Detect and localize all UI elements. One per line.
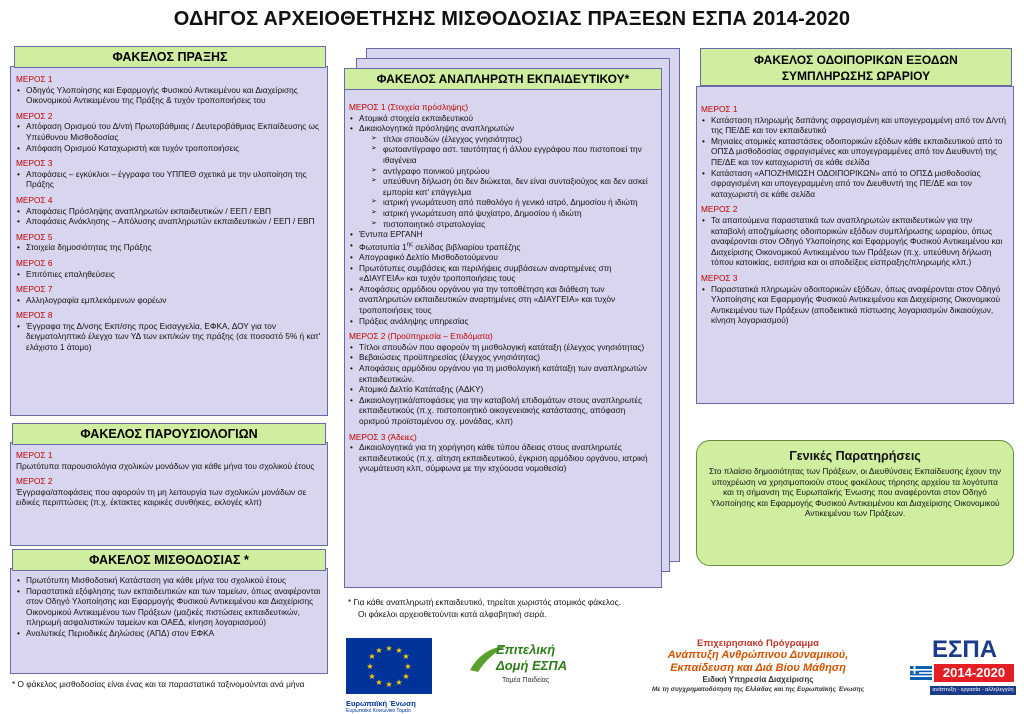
teacher-footnote-2: Οι φάκελοι αρχειοθετούνται κατά αλφαβητική σειρά. bbox=[358, 609, 547, 619]
teacher-part1-item: • Ατομικά στοιχεία εκπαιδευτικού bbox=[359, 113, 657, 124]
praxis-part6-item: • Επιτόπιες επαληθεύσεις bbox=[26, 269, 322, 280]
travel-folder-header: ΦΑΚΕΛΟΣ ΟΔΟΙΠΟΡΙΚΩΝ ΕΞΟΔΩΝ ΣΥΜΠΛΗΡΩΣΗΣ ΩΡΑΡΙΟΥ bbox=[700, 48, 1012, 86]
teacher-doc-subitem: ➢ ιατρική γνωμάτευση από παθολόγο ή γενικό ιατρό, Δημοσίου ή ιδιώτη bbox=[383, 197, 657, 208]
payroll-footnote: * Ο φάκελος μισθοδοσίας είναι ένας και τα παραστατικά ταξινομούνται ανά μήνα bbox=[12, 679, 305, 689]
bankbook-text-pre: Φωτοτυπία 1 bbox=[359, 241, 407, 252]
travel-part2-label: ΜΕΡΟΣ 2 bbox=[701, 204, 738, 215]
teacher-part1-label: ΜΕΡΟΣ 1 (Στοιχεία πρόσληψης) bbox=[349, 102, 469, 112]
attendance-folder-content bbox=[16, 450, 322, 508]
svg-text:★: ★ bbox=[404, 662, 412, 671]
svg-text:★: ★ bbox=[385, 680, 393, 689]
teacher-doc-subitem: ➢ ιατρική γνωμάτευση από ψυχίατρο, Δημοσίου ή ιδιώτη bbox=[383, 208, 657, 219]
teacher-part2-item: • Τίτλοι σπουδών που αφορούν τη μισθολογική κατάταξη (έλεγχος γνησιότητας) bbox=[359, 342, 657, 353]
praxis-part7-label: ΜΕΡΟΣ 7 bbox=[16, 284, 53, 295]
espa-2014-2020-logo bbox=[910, 636, 1016, 708]
praxis-part4-label: ΜΕΡΟΣ 4 bbox=[16, 194, 53, 205]
bankbook-text-sup: ης bbox=[406, 241, 413, 248]
travel-part1-item: • Μηνιαίες ατομικές καταστάσεις οδοιπορικών εξόδων κάθε εκπαιδευτικού από το ΟΠΣΔ μισθοδοσίας σφραγισμένες και υπογεγραμμένες από τον Διευθυντή της ΠΕ/ΔΕ και τον καταχωριστή σε κάθε σελίδα bbox=[711, 136, 1009, 168]
op-line5: Με τη συγχρηματοδότηση της Ελλάδας και της Ευρωπαϊκής Ένωσης bbox=[651, 686, 865, 693]
praxis-part2-item: • Απόφαση Ορισμού Καταχωριστή και τυχόν τροποποιήσεις bbox=[26, 143, 322, 154]
travel-part1-label: ΜΕΡΟΣ 1 bbox=[701, 104, 738, 114]
attendance-part1-text: Πρωτότυπα παρουσιολόγια σχολικών μονάδων για κάθε μήνα του σχολικού έτους bbox=[16, 460, 315, 471]
svg-text:★: ★ bbox=[385, 644, 393, 653]
travel-folder-content bbox=[701, 104, 1009, 326]
teacher-part2-label: ΜΕΡΟΣ 2 (Προϋπηρεσία – Επιδόματα) bbox=[349, 331, 493, 342]
praxis-part3-label: ΜΕΡΟΣ 3 bbox=[16, 158, 53, 169]
svg-text:★: ★ bbox=[395, 678, 403, 687]
svg-text:★: ★ bbox=[402, 672, 410, 681]
page-title: ΟΔΗΓΟΣ ΑΡΧΕΙΟΘΕΤΗΣΗΣ ΜΙΣΘΟΔΟΣΙΑΣ ΠΡΑΞΕΩΝ ΕΣΠΑ 2014-2020 bbox=[173, 8, 851, 30]
svg-text:★: ★ bbox=[368, 652, 376, 661]
praxis-part4-item: • Αποφάσεις Πρόσληψης αναπληρωτών εκπαιδευτικών / ΕΕΠ / ΕΒΠ bbox=[26, 206, 322, 217]
bankbook-text-post: σελίδας βιβλιαρίου τραπέζης bbox=[412, 241, 521, 252]
eu-logo bbox=[346, 638, 432, 714]
op-line2: Ανάπτυξη Ανθρώπινου Δυναμικού, bbox=[667, 649, 849, 661]
teacher-part1-item: • Αποφάσεις αρμόδιου οργάνου για την τοποθέτηση και διάθεση των αναπληρωτών εκπαιδευτικών αναρτημένες στη «ΔΙΑΥΓΕΙΑ» και τυχόν τροποποιήσεις τους bbox=[359, 284, 657, 316]
travel-part3-label: ΜΕΡΟΣ 3 bbox=[701, 272, 738, 283]
op-line1: Επιχειρησιακό Πρόγραμμα bbox=[697, 638, 819, 649]
svg-text:★: ★ bbox=[375, 678, 383, 687]
teacher-doc-subitem: ➢ φωτοαντίγραφο αστ. ταυτότητας ή άλλου εγγράφου που πιστοποιεί την ιθαγένεια bbox=[383, 144, 657, 165]
espa-name: ΕΣΠΑ bbox=[932, 636, 998, 663]
general-remarks-box bbox=[696, 440, 1014, 566]
espa-edu-sub: Τομέα Παιδείας bbox=[502, 677, 550, 684]
eu-name: Ευρωπαϊκή Ένωση bbox=[346, 699, 416, 708]
teacher-part3-item: • Δικαιολογητικά για τη χορήγηση κάθε τύπου άδειας στους αναπληρωτές εκπαιδευτικούς (π.χ. αίτηση εκπαιδευτικού, έγκριση αρμόδιου οργάνου, ιατρική γνωμάτευση κλπ, σύμφωνα με την ισχύουσα νομοθεσία) bbox=[359, 442, 657, 474]
praxis-folder-content bbox=[16, 74, 322, 353]
espa-years-badge: 2014-2020 bbox=[934, 664, 1014, 682]
teacher-doc-subitem: ➢ υπεύθυνη δήλωση ότι δεν διώκεται, δεν είναι συνταξιούχος και δεν ασκεί εμπορία κατ' επάγγελμα bbox=[383, 176, 657, 197]
op-line3: Εκπαίδευση και Διά Βίου Μάθηση bbox=[670, 662, 846, 674]
attendance-part2-label: ΜΕΡΟΣ 2 bbox=[16, 476, 53, 487]
op-line4: Ειδική Υπηρεσία Διαχείρισης bbox=[702, 675, 814, 684]
praxis-part6-label: ΜΕΡΟΣ 6 bbox=[16, 257, 53, 268]
praxis-folder-header: ΦΑΚΕΛΟΣ ΠΡΑΞΗΣ bbox=[14, 46, 326, 68]
praxis-part2-label: ΜΕΡΟΣ 2 bbox=[16, 110, 53, 121]
teacher-folder-content bbox=[349, 102, 657, 474]
teacher-part3-label: ΜΕΡΟΣ 3 (Άδειες) bbox=[349, 431, 417, 442]
teacher-folder-header: ΦΑΚΕΛΟΣ ΑΝΑΠΛΗΡΩΤΗ ΕΚΠΑΙΔΕΥΤΙΚΟΥ* bbox=[344, 68, 662, 90]
attendance-part1-label: ΜΕΡΟΣ 1 bbox=[16, 450, 53, 460]
teacher-part1-item: • Πρωτότυπες συμβάσεις και περιλήψεις συμβάσεων αναρτημένες στη «ΔΙΑΥΓΕΙΑ» και τυχόν τροποποιήσεις τους bbox=[359, 263, 657, 284]
svg-text:★: ★ bbox=[402, 652, 410, 661]
praxis-part8-item: • Έγγραφα της Δ/νσης Εκπ/σης προς Εισαγγελία, ΕΦΚΑ, ΔΟΥ για τον δειγματοληπτικό έλεγχο των ΥΔ των εκπ/κών της πράξης (σε ποσοστό 5% ή κατ' ελάχιστο 1 άτομο) bbox=[26, 321, 322, 353]
praxis-part1-label: ΜΕΡΟΣ 1 bbox=[16, 74, 53, 84]
teacher-part2-item: • Αποφάσεις αρμόδιου οργάνου για τη μισθολογική κατάταξη των αναπληρωτών εκπαιδευτικών. bbox=[359, 363, 657, 384]
teacher-doc-subitem: ➢ πιστοποιητικό στρατολογίας bbox=[383, 219, 657, 230]
travel-part2-item: • Τα απαιτούμενα παραστατικά των αναπληρωτών εκπαιδευτικών για την καταβολή αποζημίωσης οδοιπορικών εξόδων συμπλήρωσης ωραρίου, όπως αναφέρονται στον Οδηγό Υλοποίησης και Εφαρμογής Φυσικού Αντικειμένου και Διαχείρισης Οικονομικού Αντικειμένου των Πράξεων (π.χ. υπεύθυνη δήλωση τόπου κατοικίας, εισιτήρια και οι αποδείξεις είσπραξης/πληρωμής κλπ.) bbox=[711, 215, 1009, 268]
attendance-folder-header: ΦΑΚΕΛΟΣ ΠΑΡΟΥΣΙΟΛΟΓΙΩΝ bbox=[12, 423, 326, 445]
praxis-part5-label: ΜΕΡΟΣ 5 bbox=[16, 231, 53, 242]
attendance-part2-text: Έγγραφα/αποφάσεις που αφορούν τη μη λειτουργία των σχολικών μονάδων σε ειδικές περιπτώσεις (π.χ. έκτακτες καιρικές συνθήκες, εκλογές κλπ) bbox=[16, 486, 307, 508]
praxis-part8-label: ΜΕΡΟΣ 8 bbox=[16, 310, 53, 321]
svg-text:★: ★ bbox=[368, 672, 376, 681]
svg-text:★: ★ bbox=[375, 646, 383, 655]
praxis-part3-item: • Αποφάσεις – εγκύκλιοι – έγγραφα του ΥΠΠΕΘ σχετικά με την υλοποίηση της Πράξης bbox=[26, 169, 322, 190]
travel-part3-item: • Παραστατικά πληρωμών οδοιπορικών εξόδων, όπως αναφέρονται στον Οδηγό Υλοποίησης και Εφαρμογής Φυσικού Αντικειμένου και Διαχείρισης Οικονομικού Αντικειμένου των Πράξεων (αποδεικτικά πίστωσης λογαριασμών δικαιούχων, κίνηση λογαριασμού) bbox=[711, 284, 1009, 326]
payroll-folder-header: ΦΑΚΕΛΟΣ ΜΙΣΘΟΔΟΣΙΑΣ * bbox=[12, 549, 326, 571]
teacher-part1-item: • Πράξεις ανάληψης υπηρεσίας bbox=[359, 316, 657, 327]
praxis-part7-item: • Αλληλογραφία εμπλεκόμενων φορέων bbox=[26, 295, 322, 306]
operational-programme-logo bbox=[610, 638, 906, 708]
teacher-part1-item bbox=[359, 240, 657, 252]
teacher-part1-item: • Έντυπα ΕΡΓΑΝΗ bbox=[359, 229, 657, 240]
teacher-part2-item: • Δικαιολογητικά/αποφάσεις για την καταβολή επιδομάτων στους αναπληρωτές εκπαιδευτικούς (π.χ. πιστοποιητικό οικογενειακής κατάστασης, απόφαση ορισμού προϊσταμένου σχ. μονάδας, κλπ) bbox=[359, 395, 657, 427]
espa-edu-line2: Δομή ΕΣΠΑ bbox=[496, 658, 568, 673]
teacher-part2-item: • Ατομικό Δελτίο Κατάταξης (ΑΔΚΥ) bbox=[359, 384, 657, 395]
general-remarks-text: Στο πλαίσιο δημοσιότητας των Πράξεων, οι Διευθύνσεις Εκπαίδευσης έχουν την υποχρέωση να χρησιμοποιούν στους φακέλους τήρησης αρχείου τα λογότυπα και τη σήμανση της Ευρωπαϊκής Ένωσης που αναφέρονται στον Οδηγό Υλοποίησης και Εφαρμογής Φυσικού Αντικειμένου και Διαχείρισης Οικονομικού Αντικειμένου των Πράξεων. bbox=[708, 466, 1002, 519]
greek-flag-icon bbox=[910, 666, 932, 680]
praxis-part1-item: • Οδηγός Υλοποίησης και Εφαρμογής Φυσικού Αντικειμένου και Διαχείρισης Οικονομικού Αντικειμένου της Πράξης & τυχόν τροποποιήσεις του bbox=[26, 85, 322, 106]
teacher-footnote-1: * Για κάθε αναπληρωτή εκπαιδευτικό, τηρείται χωριστός ατομικός φάκελος. bbox=[348, 597, 621, 607]
teacher-part1-item: • Δικαιολογητικά πρόσληψης αναπληρωτών bbox=[359, 123, 657, 134]
espa-edu-unit-logo bbox=[468, 638, 588, 698]
espa-slogan: ανάπτυξη - εργασία - αλληλεγγύη bbox=[930, 686, 1016, 695]
payroll-item: • Παραστατικά εξόφλησης των εκπαιδευτικών και των ταμείων, όπως αναφέρονται στον Οδηγό Υλοποίησης και Εφαρμογής Φυσικού Αντικειμένου και Διαχείρισης Οικονομικού Αντικειμένου των Πράξεων (μαζικές πιστώσεις εκπαιδευτικών, πληρωμή ασφαλιστικών ταμείων και ΟΑΕΔ, κίνηση λογαριασμού) bbox=[26, 586, 322, 628]
payroll-item: • Αναλυτικές Περιοδικές Δηλώσεις (ΑΠΔ) στον ΕΦΚΑ bbox=[26, 628, 322, 639]
svg-text:★: ★ bbox=[366, 662, 374, 671]
espa-edu-line1: Επιτελική bbox=[496, 642, 556, 657]
teacher-part2-item: • Βεβαιώσεις προϋπηρεσίας (έλεγχος γνησιότητας) bbox=[359, 352, 657, 363]
travel-part1-item: • Κατάσταση πληρωμής δαπάνης σφραγισμένη και υπογεγραμμένη από τον Δ/ντή της ΠΕ/ΔΕ και τον εκπαιδευτικό bbox=[711, 115, 1009, 136]
svg-text:★: ★ bbox=[395, 646, 403, 655]
eu-subname: Ευρωπαϊκό Κοινωνικό Ταμείο bbox=[346, 708, 411, 714]
teacher-doc-subitem: ➢ αντίγραφο ποινικού μητρώου bbox=[383, 166, 657, 177]
eu-flag-icon bbox=[346, 638, 432, 694]
teacher-doc-subitem: ➢ τίτλοι σπουδών (έλεγχος γνησιότητας) bbox=[383, 134, 657, 145]
payroll-folder-content bbox=[16, 575, 322, 639]
praxis-part2-item: • Απόφαση Ορισμού του Δ/ντή Πρωτοβάθμιας / Δευτεροβάθμιας Εκπαίδευσης ως Υπεύθυνου Μισθοδοσίας bbox=[26, 121, 322, 142]
teacher-part1-item: • Απογραφικό Δελτίο Μισθοδοτούμενου bbox=[359, 252, 657, 263]
payroll-item: • Πρωτότυπη Μισθοδοτική Κατάσταση για κάθε μήνα του σχολικού έτους bbox=[26, 575, 322, 586]
praxis-part4-item: • Αποφάσεις Ανάκλησης – Απόλυσης αναπληρωτών εκπαιδευτικών / ΕΕΠ / ΕΒΠ bbox=[26, 216, 322, 227]
travel-part1-item: • Κατάσταση «ΑΠΟΖΗΜΙΩΣΗ ΟΔΟΙΠΟΡΙΚΩΝ» από το ΟΠΣΔ μισθοδοσίας σφραγισμένη και υπογεγραμμένη από τον Διευθυντή της ΠΕ/ΔΕ και τον καταχωριστή σε κάθε σελίδα bbox=[711, 168, 1009, 200]
praxis-part5-item: • Στοιχεία δημοσιότητας της Πράξης bbox=[26, 242, 322, 253]
general-remarks-title: Γενικές Παρατηρήσεις bbox=[789, 449, 921, 463]
